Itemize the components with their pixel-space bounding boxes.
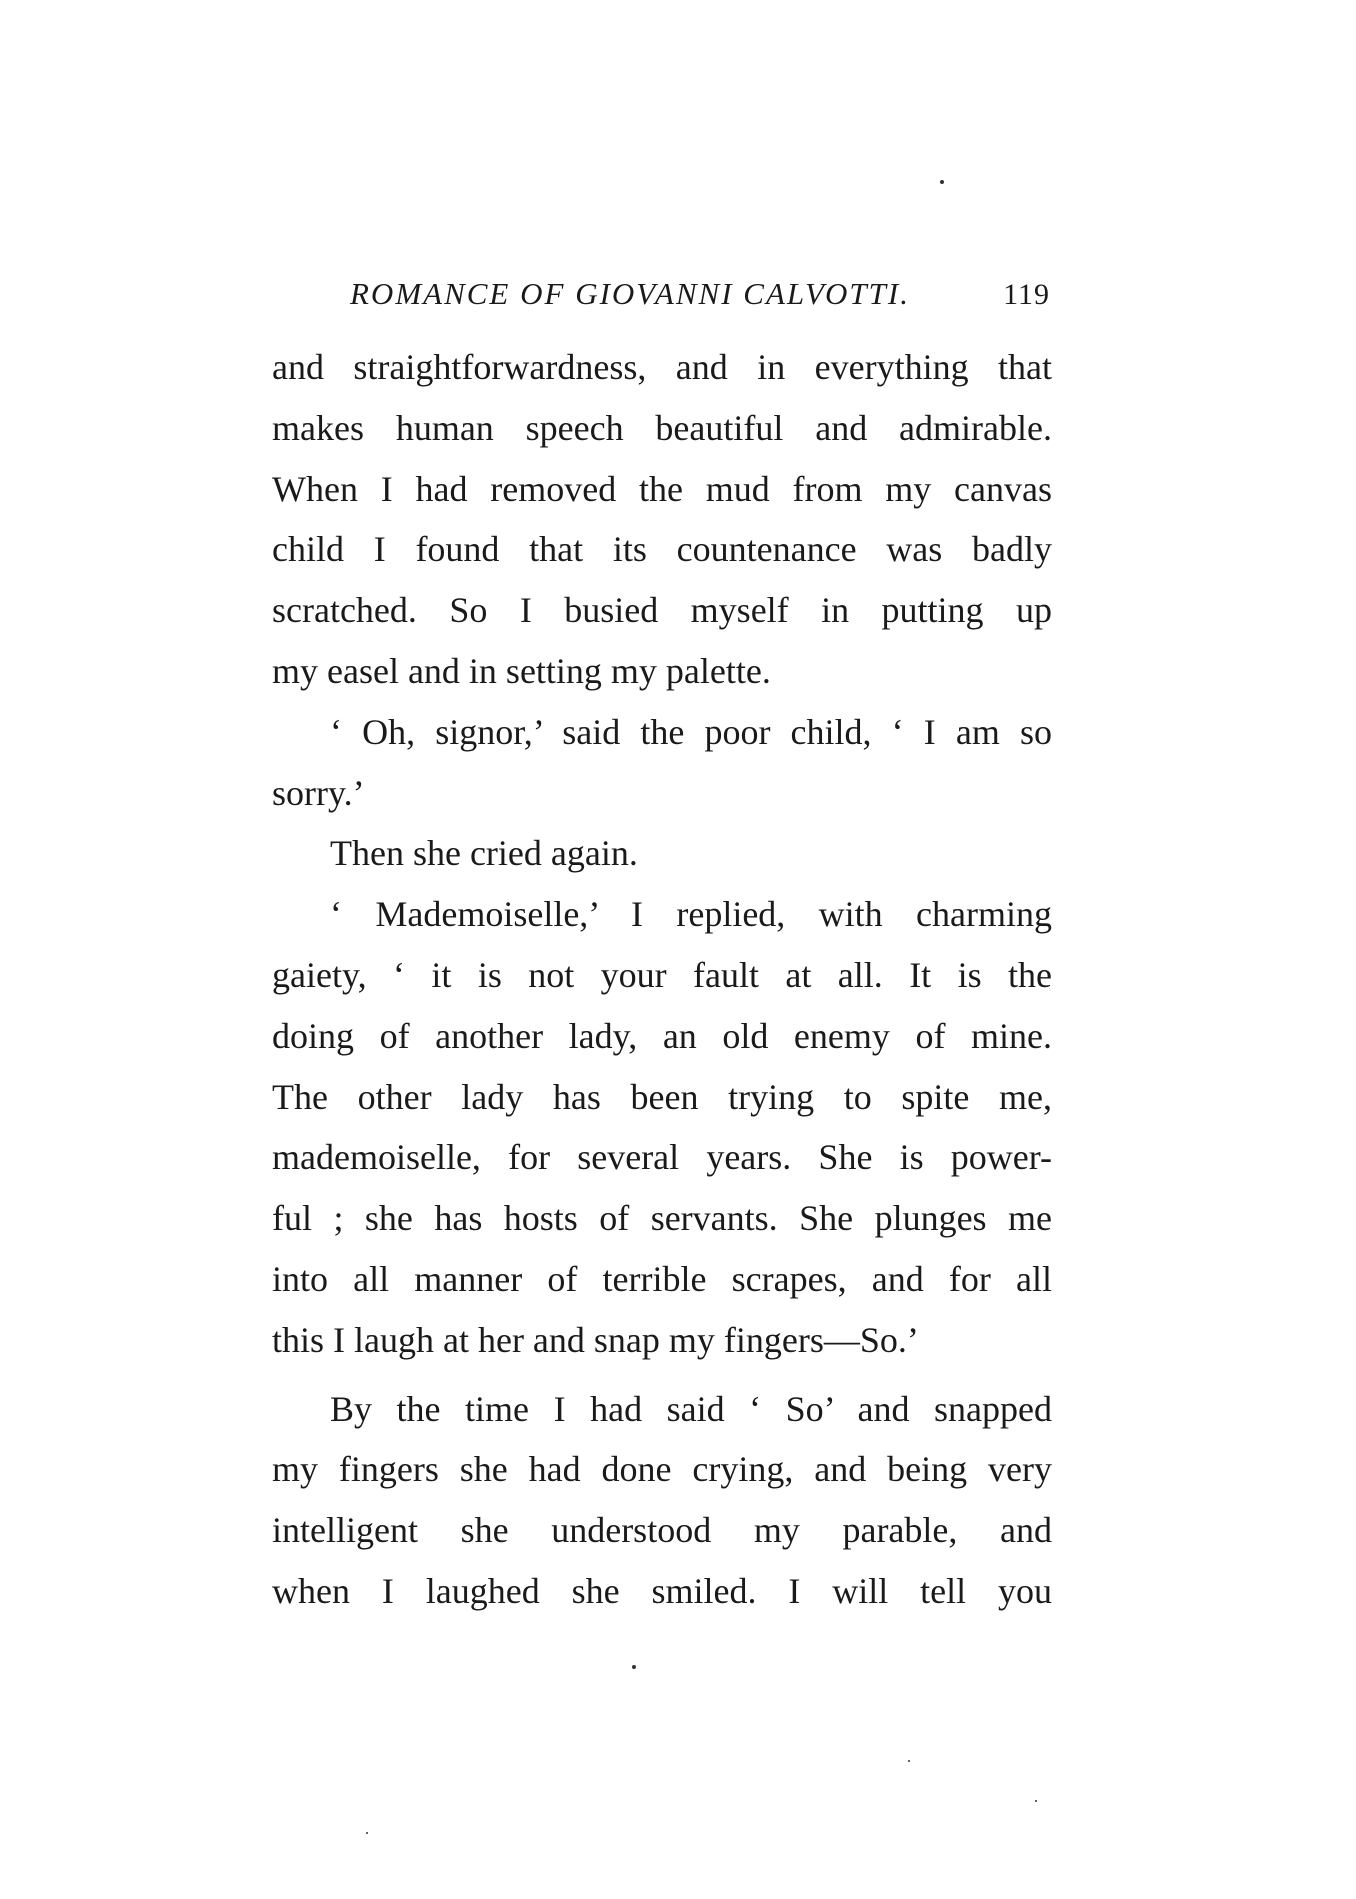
text-line: intelligent she understood my parable, and xyxy=(272,1510,1052,1551)
running-head xyxy=(350,276,1050,326)
text-line: into all manner of terrible scrapes, and for all xyxy=(272,1258,1052,1299)
text-line: By the time I had said ‘ So’ and snapped xyxy=(330,1388,1052,1429)
text-line: scratched. So I busied myself in putting up xyxy=(272,590,1052,631)
text-line: Then she cried again. xyxy=(330,833,638,874)
scan-speck xyxy=(366,1832,368,1834)
scan-speck xyxy=(632,1665,636,1669)
text-line: sorry.’ xyxy=(272,772,365,813)
body-text xyxy=(272,337,1052,1622)
text-line: and straightforwardness, and in everything that xyxy=(272,347,1052,387)
text-line: when I laughed she smiled. I will tell you xyxy=(272,1570,1052,1611)
text-line: makes human speech beautiful and admirable. xyxy=(272,407,1052,448)
text-line: When I had removed the mud from my canvas xyxy=(272,468,1052,509)
text-line: child I found that its countenance was badly xyxy=(272,529,1052,570)
scan-speck xyxy=(908,1760,910,1762)
paragraph-gap xyxy=(272,1371,1052,1379)
text-line: ‘ Oh, signor,’ said the poor child, ‘ I am so xyxy=(330,711,1052,752)
text-line: doing of another lady, an old enemy of mine. xyxy=(272,1015,1052,1056)
text-line: this I laugh at her and snap my fingers—So.’ xyxy=(272,1319,919,1360)
scan-speck xyxy=(940,180,944,184)
text-line: ful ; she has hosts of servants. She plunges me xyxy=(272,1198,1052,1239)
text-line: ‘ Mademoiselle,’ I replied, with charming xyxy=(330,894,1052,935)
text-line: mademoiselle, for several years. She is power- xyxy=(272,1137,1052,1178)
text-line: The other lady has been trying to spite me, xyxy=(272,1076,1052,1117)
scan-speck xyxy=(1035,1800,1037,1802)
text-line: my easel and in setting my palette. xyxy=(272,650,771,691)
text-line: gaiety, ‘ it is not your fault at all. It is the xyxy=(272,954,1052,995)
page-number: 119 xyxy=(1003,278,1050,311)
text-line: my fingers she had done crying, and being very xyxy=(272,1449,1052,1490)
running-head-title: ROMANCE OF GIOVANNI CALVOTTI. xyxy=(350,276,910,311)
